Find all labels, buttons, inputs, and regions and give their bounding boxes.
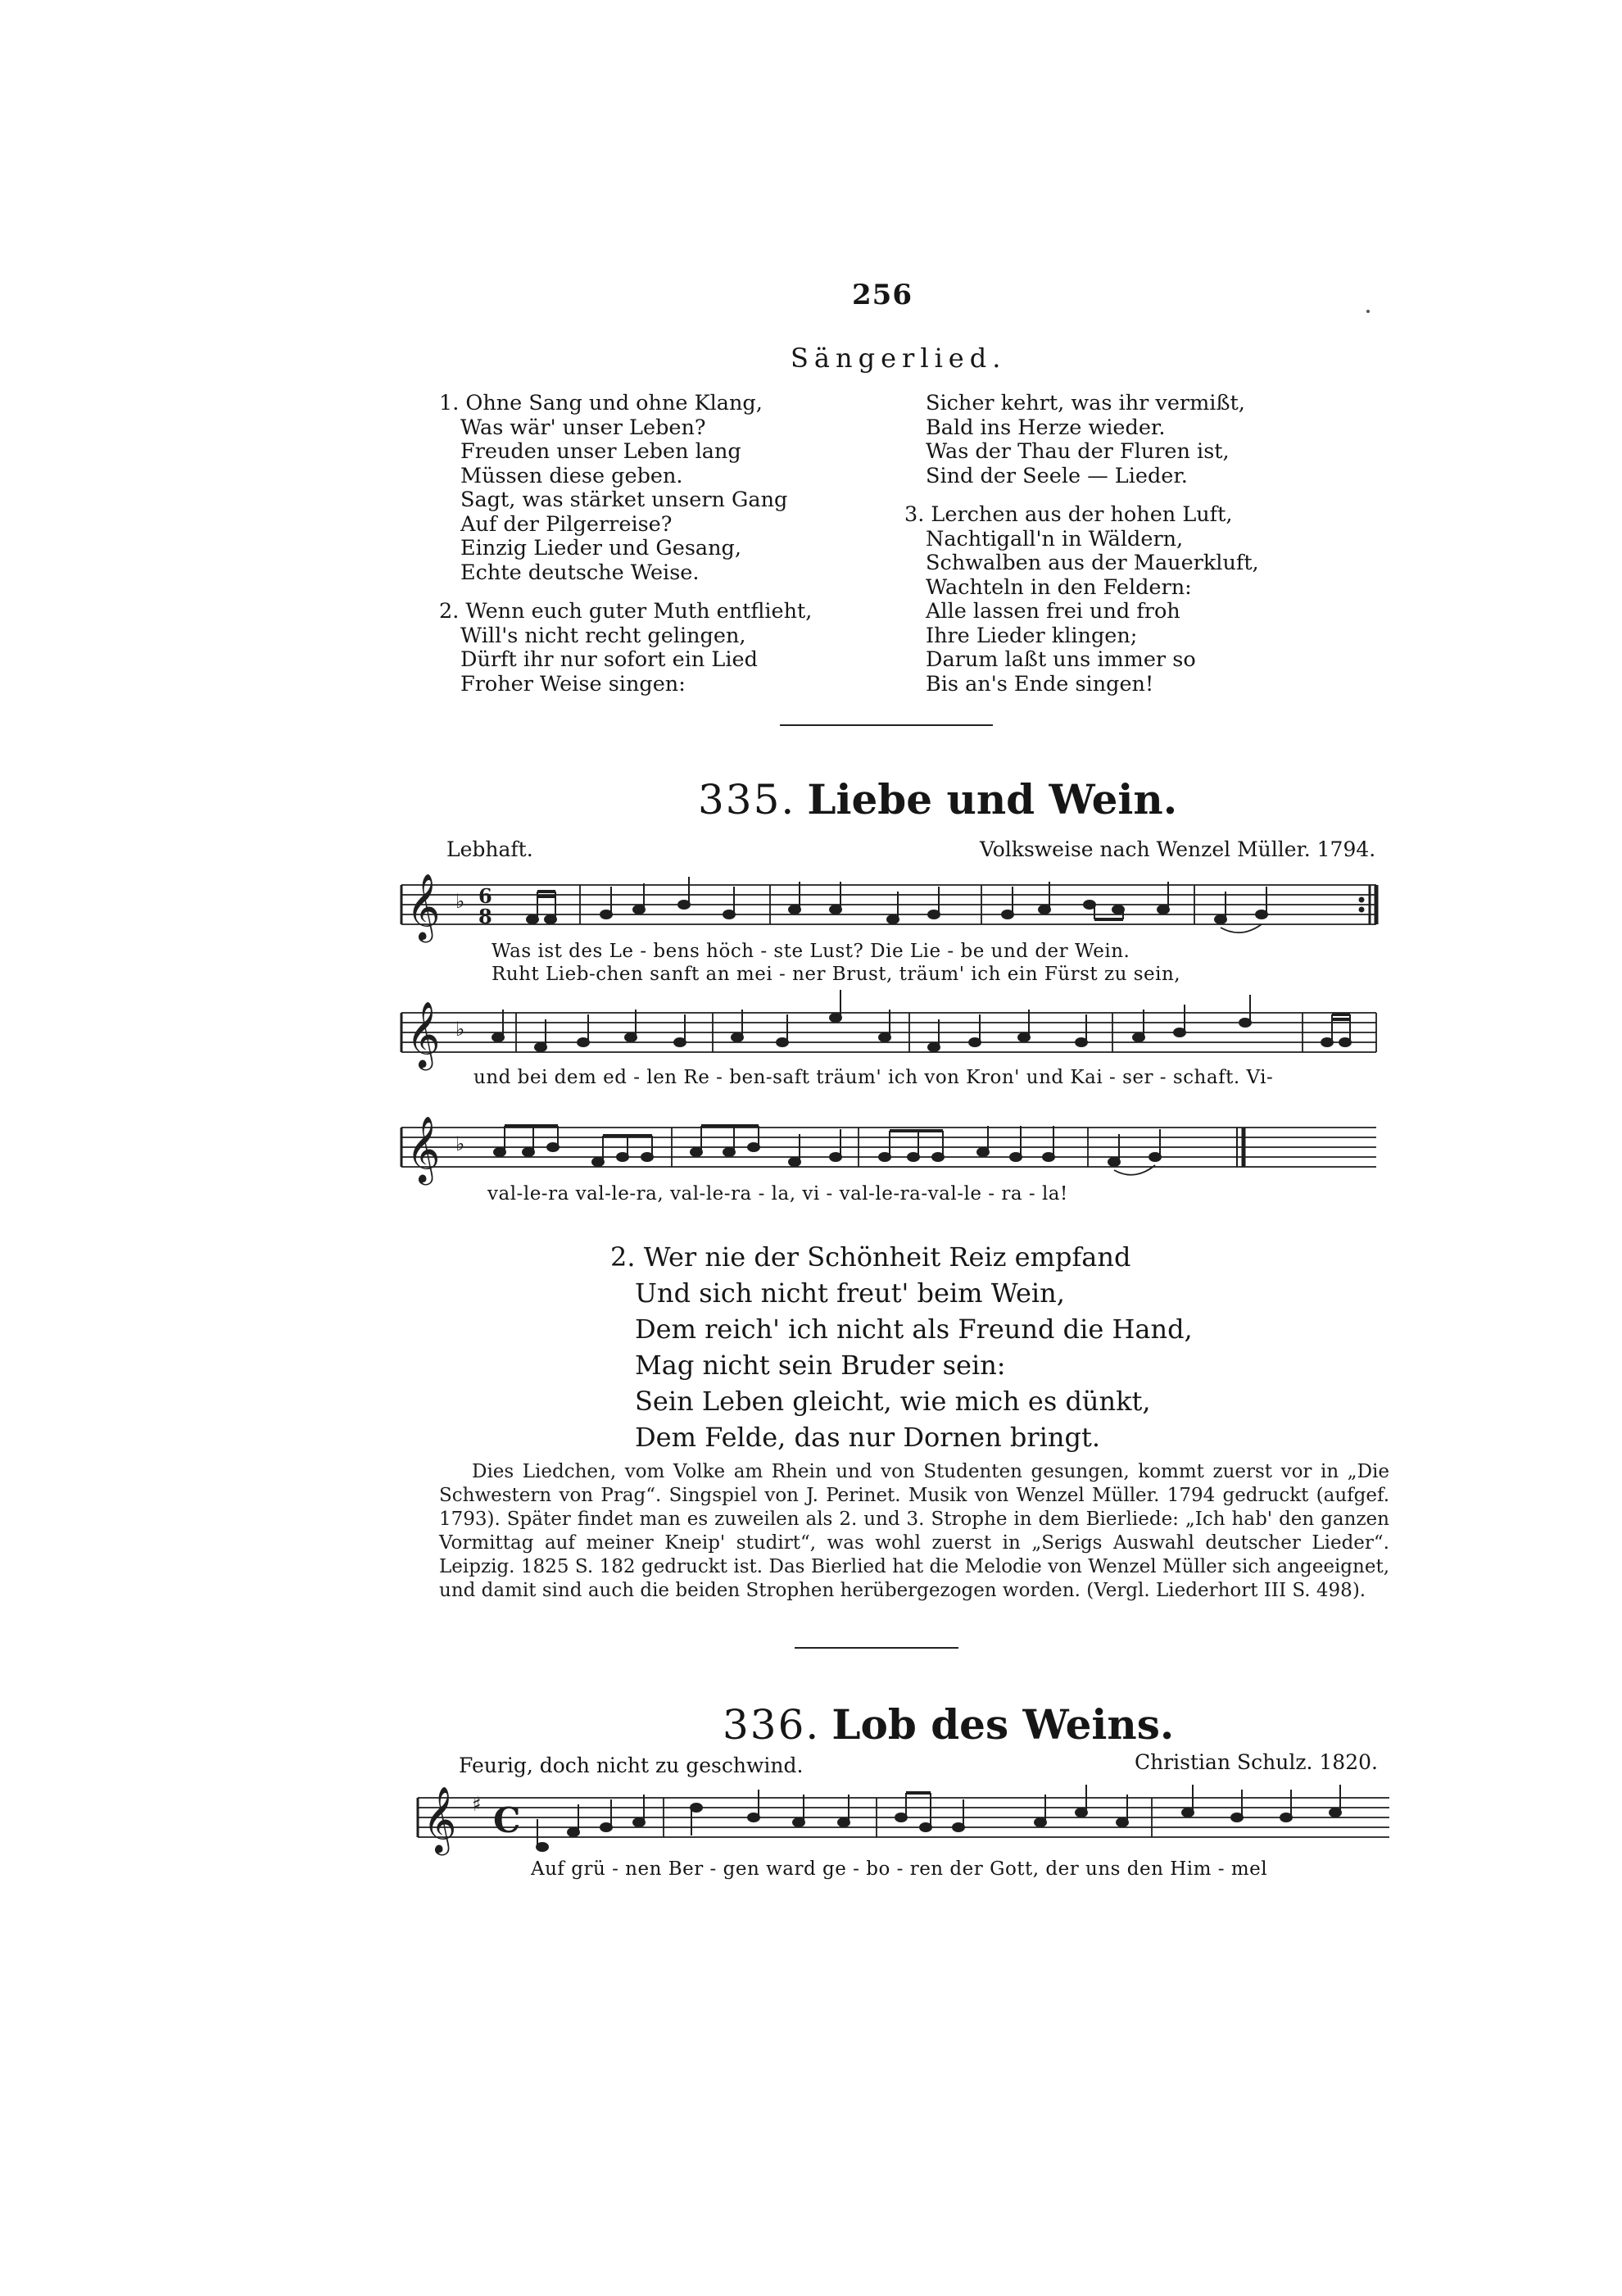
music-staff-3 (401, 1116, 1384, 1190)
svg-text:𝄞: 𝄞 (406, 1001, 441, 1068)
section-divider (795, 1647, 958, 1649)
composer-credit: Volksweise nach Wenzel Müller. 1794. (980, 837, 1376, 861)
lyrics-line: Auf grü - nen Ber - gen ward ge - bo - ren der Gott, der uns den Him - mel (531, 1858, 1268, 1880)
lyrics-line: Ruht Lieb-chen sanft an mei - ner Brust, träum' ich ein Fürst zu sein, (492, 964, 1181, 985)
verse-line: Alle lassen frei und froh (926, 599, 1180, 624)
composer-credit: Christian Schulz. 1820. (1135, 1750, 1378, 1774)
lyrics-line: und bei dem ed - len Re - ben-saft träum' ich von Kron' und Kai - ser - schaft. Vi- (473, 1067, 1274, 1088)
page-number: 256 (852, 279, 913, 311)
music-staff-4 (418, 1786, 1401, 1868)
verse-line: Sicher kehrt, was ihr vermißt, (926, 391, 1245, 415)
lyrics-line: val-le-ra val-le-ra, val-le-ra - la, vi - val-le-ra-val-le - ra - la! (487, 1183, 1068, 1205)
svg-text:𝄞: 𝄞 (423, 1786, 457, 1853)
verse-line: Einzig Lieder und Gesang, (460, 536, 741, 560)
verse-line: Auf der Pilgerreise? (460, 511, 673, 537)
verse-line: Froher Weise singen: (460, 671, 686, 697)
verse-line: Und sich nicht freut' beim Wein, (635, 1277, 1065, 1309)
music-staff-2 (401, 1001, 1384, 1075)
svg-text:6: 6 (478, 884, 492, 908)
stanza-gap (904, 488, 1259, 503)
verse-line: 1. Ohne Sang und ohne Klang, (439, 391, 763, 415)
verse-line: Sagt, was stärket unsern Gang (460, 488, 788, 512)
verse-line: Dürft ihr nur sofort ein Lied (460, 647, 758, 672)
song-335-title (698, 775, 1177, 824)
saengerlied-right-column (904, 392, 1259, 697)
verse-line: Freuden unser Leben lang (460, 439, 741, 464)
verse-line: Echte deutsche Weise. (460, 560, 700, 585)
stanza-gap (439, 585, 812, 600)
tempo-marking: Feurig, doch nicht zu geschwind. (459, 1754, 804, 1777)
song-number: 335. (698, 776, 796, 824)
svg-text:♭: ♭ (455, 1018, 465, 1041)
verse-line: 2. Wer nie der Schönheit Reiz empfand (610, 1241, 1131, 1273)
music-staff-1 (401, 873, 1384, 947)
svg-text:♭: ♭ (455, 890, 465, 913)
verse-line: Was wär' unser Leben? (460, 415, 706, 440)
footnote: Dies Liedchen, vom Volke am Rhein und von Studenten gesungen, kommt zuerst vor in „Die Schwestern von Prag“. Singspiel von J. Perinet. Musik von Wenzel Müller. 1794 gedruckt (aufgef. 1793). Später findet man es zuweilen als 2. und 3. Strophe in dem Bierliede: „Ich hab' den ganzen Vormittag auf meiner Kneip' studirt“, was wohl zuerst in „Serigs Auswahl deutscher Lieder“. Leipzig. 1825 S. 182 gedruckt ist. Das Bierlied hat die Melodie von Wenzel Müller sich angeeignet, und damit sind auch die beiden Strophen herübergezogen worden. (Vergl. Liederhort III S. 498). (439, 1461, 1389, 1601)
song-336-title (723, 1700, 1174, 1749)
verse-line: Ihre Lieder klingen; (926, 623, 1138, 648)
verse-line: Sind der Seele — Lieder. (926, 463, 1188, 488)
verse-line: Bis an's Ende singen! (926, 671, 1154, 697)
lyrics-line: Was ist des Le - bens höch - ste Lust? Die Lie - be und der Wein. (492, 941, 1130, 962)
svg-text:♯: ♯ (472, 1793, 482, 1816)
verse-line: Wachteln in den Feldern: (926, 574, 1192, 600)
verse-line: 2. Wenn euch guter Muth entflieht, (439, 599, 813, 624)
svg-text:𝄞: 𝄞 (406, 873, 441, 940)
verse-line: Dem reich' ich nicht als Freund die Hand, (635, 1314, 1193, 1345)
svg-text:♭: ♭ (455, 1132, 465, 1155)
svg-text:8: 8 (478, 905, 492, 928)
verse-line: 3. Lerchen aus der hohen Luft, (904, 502, 1233, 527)
svg-text:𝄞: 𝄞 (406, 1115, 441, 1182)
verse-line: Bald ins Herze wieder. (926, 415, 1166, 440)
speck (1366, 310, 1370, 313)
section-divider (780, 724, 993, 726)
tempo-marking: Lebhaft. (446, 837, 533, 861)
saengerlied-left-column (439, 392, 812, 697)
verse-line: Nachtigall'n in Wäldern, (926, 526, 1184, 551)
verse-2 (610, 1239, 1193, 1455)
verse-line: Dem Felde, das nur Dornen bringt. (635, 1422, 1101, 1453)
verse-line: Sein Leben gleicht, wie mich es dünkt, (635, 1386, 1151, 1417)
verse-line: Mag nicht sein Bruder sein: (635, 1350, 1006, 1381)
saengerlied-title: Sängerlied. (791, 343, 1007, 374)
verse-line: Darum laßt uns immer so (926, 647, 1196, 672)
verse-line: Müssen diese geben. (460, 463, 683, 488)
song-name: Lob des Weins. (831, 1700, 1175, 1749)
verse-line: Will's nicht recht gelingen, (460, 623, 746, 648)
verse-line: Was der Thau der Fluren ist, (926, 439, 1230, 464)
verse-line: Schwalben aus der Mauerkluft, (926, 551, 1259, 575)
song-name: Liebe und Wein. (807, 775, 1178, 824)
song-number: 336. (723, 1701, 821, 1749)
time-signature: C (493, 1800, 521, 1840)
